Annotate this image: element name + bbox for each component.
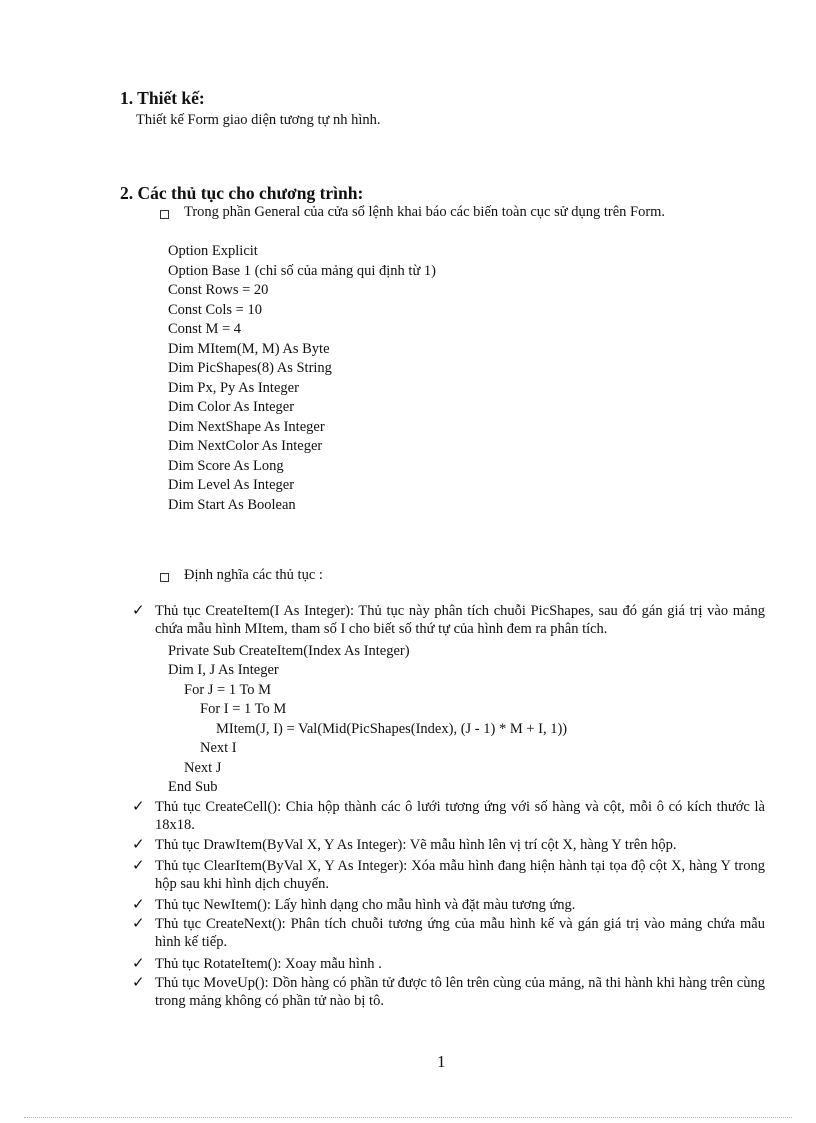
decl-line: Dim MItem(M, M) As Byte xyxy=(168,341,330,357)
square-bullet-icon xyxy=(160,210,169,219)
decl-line: Dim Color As Integer xyxy=(168,399,295,415)
procedure-item: Thủ tục MoveUp(): Dồn hàng có phần tử được tô lên trên cùng của mảng, nã thi hành khi hàng trên cùng trong mảng không có phần tử nào bị tô. xyxy=(155,975,765,1009)
decl-line: Option Explicit xyxy=(168,243,258,259)
decl-line: Dim PicShapes(8) As String xyxy=(168,360,332,376)
check-mark-icon: ✓ xyxy=(132,835,145,853)
decl-line: Dim NextColor As Integer xyxy=(168,438,323,454)
procedure-item: Thủ tục ClearItem(ByVal X, Y As Integer): Xóa mẫu hình đang hiện hành tại tọa độ cột X, hàng Y trong hộp sau khi hình dịch chuyển. xyxy=(155,858,765,892)
decl-line: Const Cols = 10 xyxy=(168,302,262,318)
decl-line: Const Rows = 20 xyxy=(168,282,269,298)
page-footer-divider xyxy=(24,1117,792,1118)
code-line: Next I xyxy=(200,740,237,756)
procedure-item: Thủ tục RotateItem(): Xoay mẫu hình . xyxy=(155,956,382,972)
check-mark-icon: ✓ xyxy=(132,914,145,932)
code-line: For I = 1 To M xyxy=(200,701,287,717)
code-line: Dim I, J As Integer xyxy=(168,662,279,678)
check-mark-icon: ✓ xyxy=(132,973,145,991)
decl-line: Option Base 1 (chỉ số của mảng qui định từ 1) xyxy=(168,263,437,279)
decl-line: Dim Px, Py As Integer xyxy=(168,380,299,396)
define-bullet-text: Định nghĩa các thủ tục : xyxy=(184,567,323,583)
procedure-item: Thủ tục CreateNext(): Phân tích chuỗi tương ứng của mẫu hình kế và gán giá trị vào mảng chứa mẫu hình kế tiếp. xyxy=(155,916,765,950)
createitem-description: Thủ tục CreateItem(I As Integer): Thủ tục này phân tích chuỗi PicShapes, sau đó gán giá trị vào mảng chứa mẫu hình MItem, tham số I cho biết số thứ tự của hình đem ra phân tích. xyxy=(155,603,765,637)
decl-line: Dim Level As Integer xyxy=(168,477,295,493)
decl-line: Const M = 4 xyxy=(168,321,242,337)
code-line: For J = 1 To M xyxy=(184,682,272,698)
procedure-item: Thủ tục NewItem(): Lấy hình dạng cho mẫu hình và đặt màu tương ứng. xyxy=(155,897,576,913)
check-mark-icon: ✓ xyxy=(132,601,145,619)
code-line: Private Sub CreateItem(Index As Integer) xyxy=(168,643,410,659)
procedure-item: Thủ tục CreateCell(): Chia hộp thành các ô lưới tương ứng với số hàng và cột, mỗi ô có kích thước là 18x18. xyxy=(155,799,765,833)
code-line: MItem(J, I) = Val(Mid(PicShapes(Index), (J - 1) * M + I, 1)) xyxy=(216,721,568,737)
section-1-heading: 1. Thiết kế: xyxy=(120,88,205,108)
section-1-text: Thiết kế Form giao diện tương tự nh hình. xyxy=(136,112,381,128)
check-mark-icon: ✓ xyxy=(132,954,145,972)
square-bullet-icon xyxy=(160,573,169,582)
decl-line: Dim Start As Boolean xyxy=(168,497,296,513)
check-mark-icon: ✓ xyxy=(132,797,145,815)
procedure-item: Thủ tục DrawItem(ByVal X, Y As Integer): Vẽ mẫu hình lên vị trí cột X, hàng Y trên hộp. xyxy=(155,837,677,853)
decl-line: Dim Score As Long xyxy=(168,458,284,474)
section-2-heading: 2. Các thủ tục cho chương trình: xyxy=(120,183,364,203)
general-bullet-text: Trong phần General của cửa sổ lệnh khai báo các biến toàn cục sử dụng trên Form. xyxy=(184,204,666,220)
check-mark-icon: ✓ xyxy=(132,895,145,913)
code-line: Next J xyxy=(184,760,222,776)
check-mark-icon: ✓ xyxy=(132,856,145,874)
code-line: End Sub xyxy=(168,779,218,795)
page-number: 1 xyxy=(437,1052,446,1071)
decl-line: Dim NextShape As Integer xyxy=(168,419,325,435)
